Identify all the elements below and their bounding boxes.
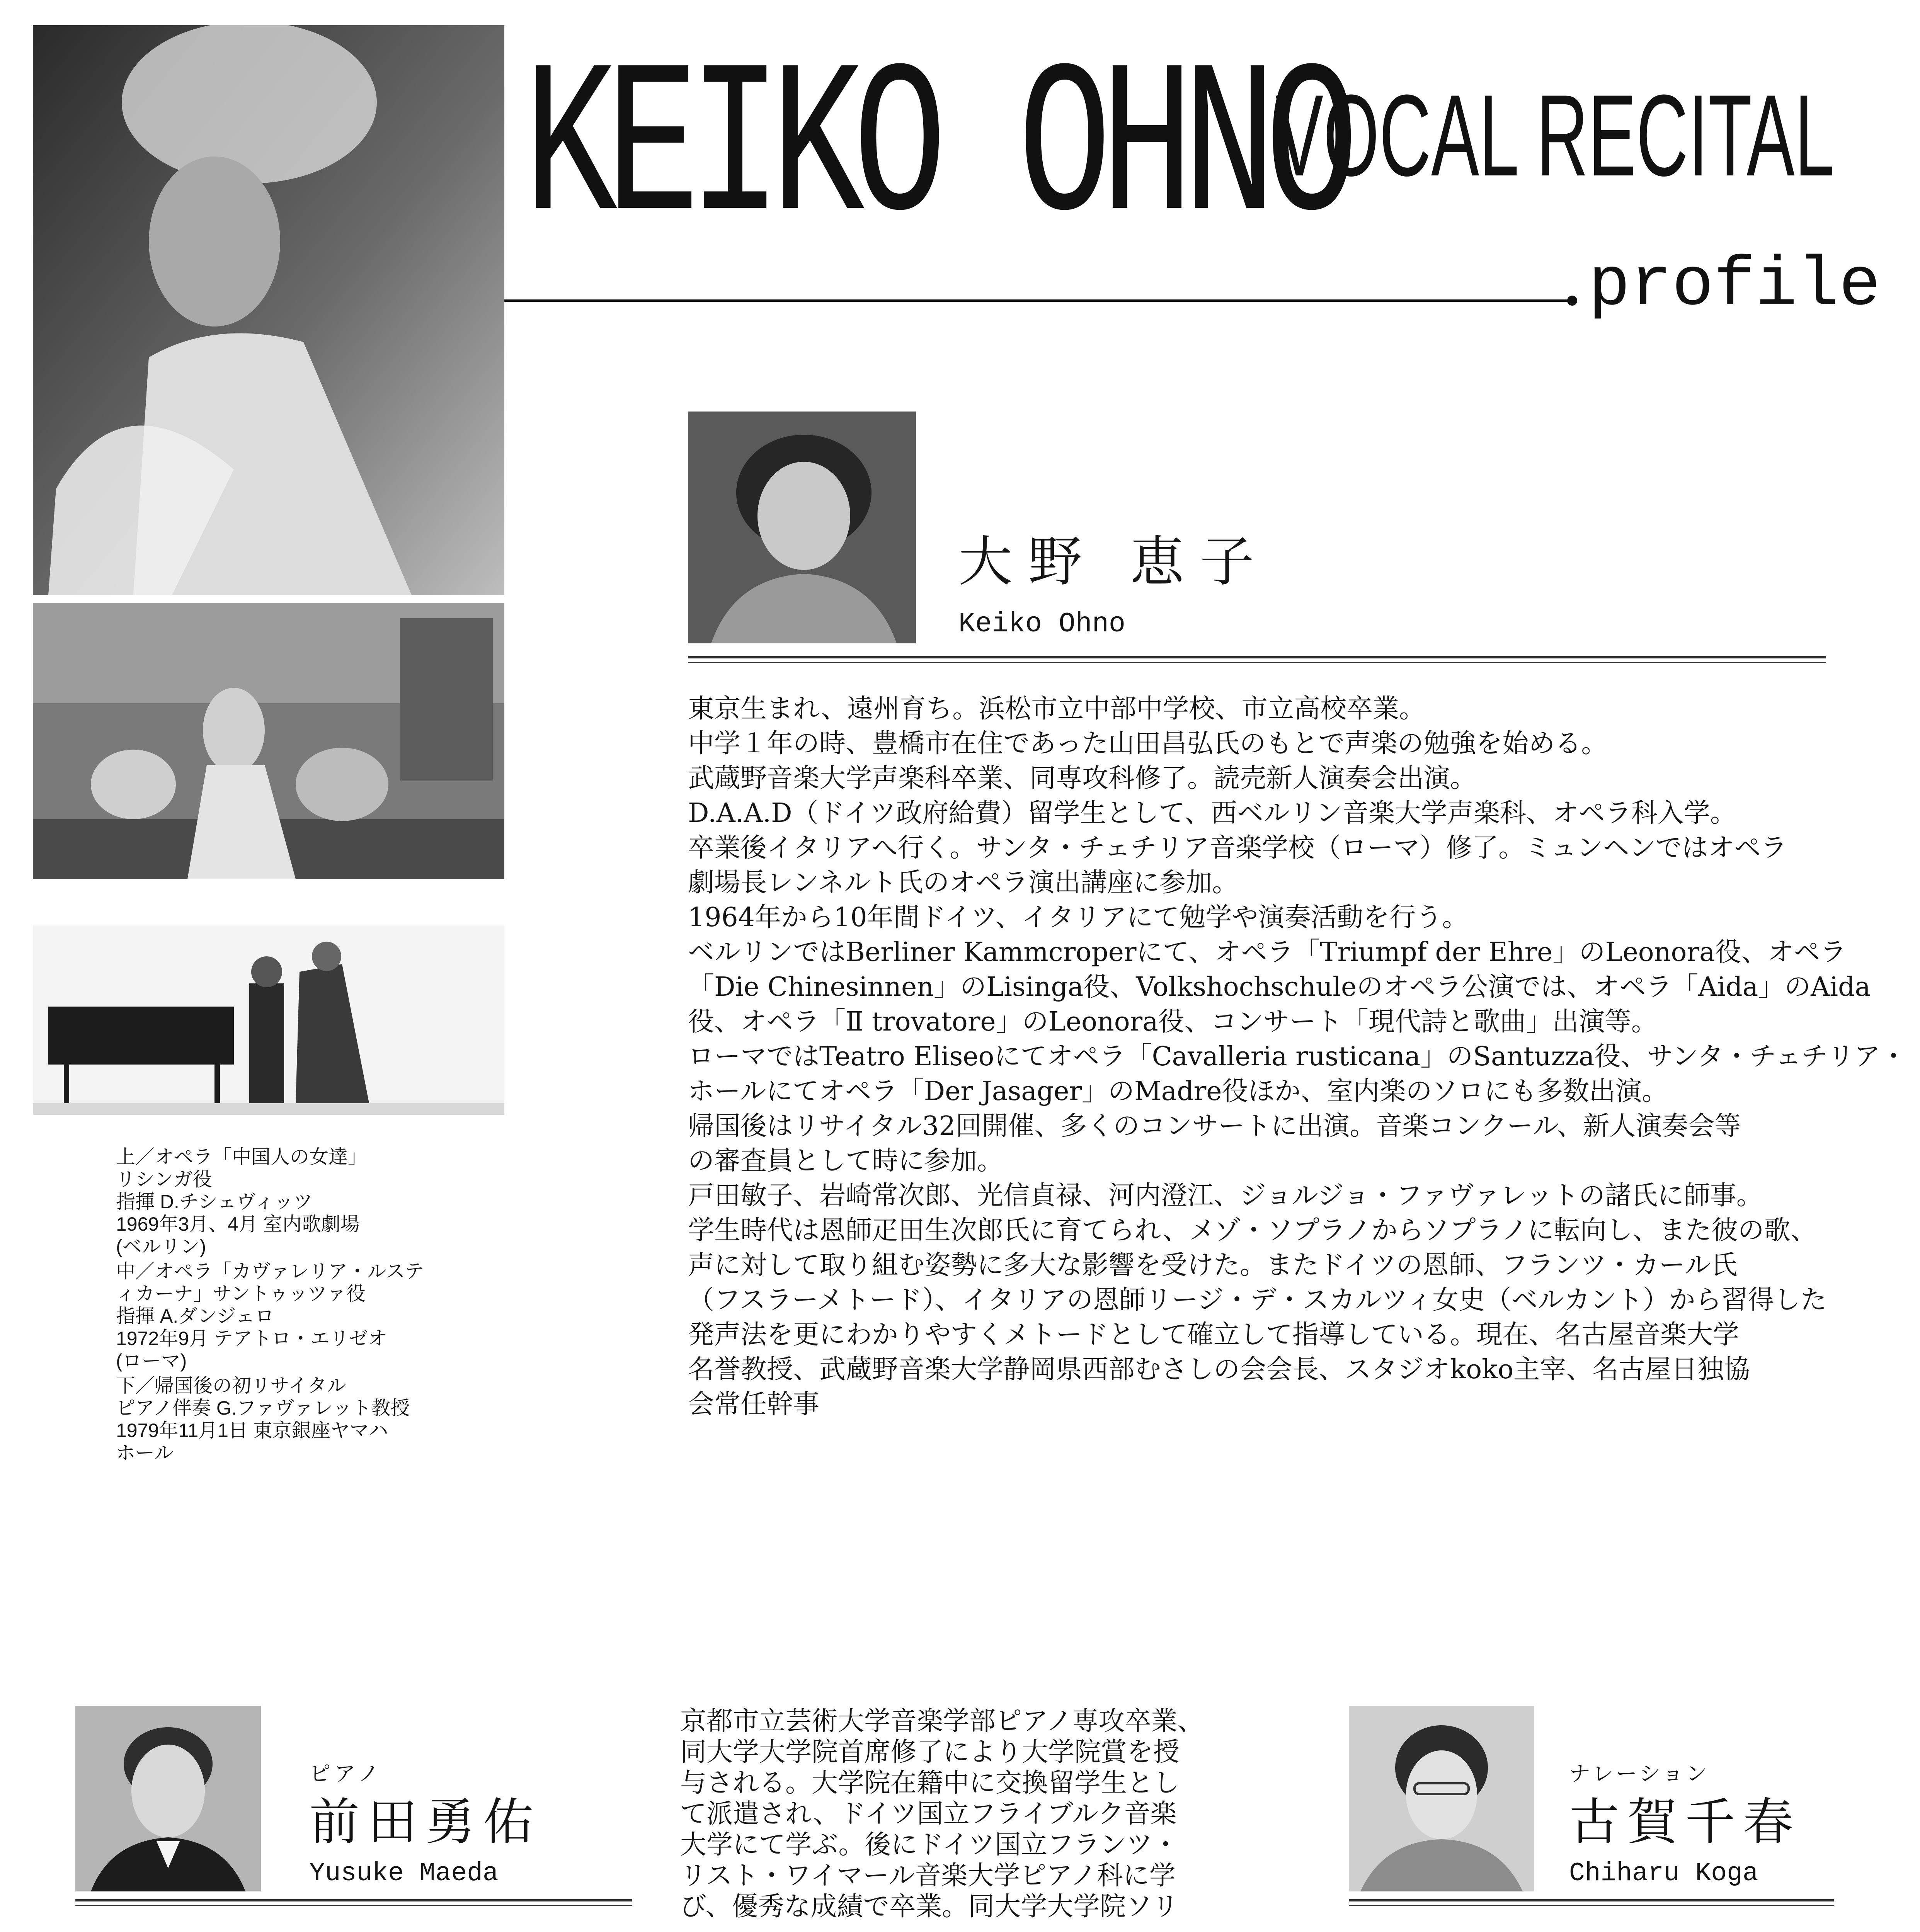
caption-line: 中／オペラ「カヴァレリア・ルステ xyxy=(116,1260,424,1282)
bio-line: 1964年から10年間ドイツ、イタリアにて勉学や演奏活動を行う。 xyxy=(688,902,1469,933)
caption-line: 上／オペラ「中国人の女達」 xyxy=(116,1146,367,1168)
photo-recital-piano xyxy=(33,925,504,1115)
bio-line: 劇場長レンネルト氏のオペラ演出講座に参加。 xyxy=(688,867,1239,898)
recital-title: KEIKO OHNO xyxy=(524,28,1348,273)
maeda-divider xyxy=(75,1899,632,1906)
keiko-name-english: Keiko Ohno xyxy=(958,608,1126,640)
bio-line: D.A.A.D（ドイツ政府給費）留学生として、西ベルリン音楽大学声楽科、オペラ科入学。 xyxy=(688,798,1736,828)
caption-line: (ローマ) xyxy=(116,1350,187,1372)
portrait-chiharu-koga xyxy=(1349,1706,1534,1891)
caption-line: リシンガ役 xyxy=(116,1168,212,1190)
maeda-name-japanese: 前田勇佑 xyxy=(309,1793,541,1851)
header-rule xyxy=(502,299,1569,302)
keiko-biography xyxy=(688,692,1907,1422)
caption-block-bottom xyxy=(116,1374,506,1464)
bio-line: 帰国後はリサイタル32回開催、多くのコンサートに出演。音楽コンクール、新人演奏会等 xyxy=(688,1111,1741,1141)
caption-line: 指揮 A.ダンジェロ xyxy=(116,1305,274,1327)
caption-line: 1979年11月1日 東京銀座ヤマハ xyxy=(116,1420,388,1441)
photo-opera-chinese-woman xyxy=(33,25,504,595)
header-bullet-dot xyxy=(1567,296,1577,306)
bio-line: 学生時代は恩師疋田生次郎氏に育てられ、メゾ・ソプラノからソプラノに転向し、また彼の歌、 xyxy=(688,1215,1817,1246)
bio-line: 東京生まれ、遠州育ち。浜松市立中部中学校、市立高校卒業。 xyxy=(688,694,1426,724)
koga-divider xyxy=(1349,1899,1834,1906)
keiko-divider xyxy=(688,656,1826,663)
koga-name-japanese: 古賀千春 xyxy=(1569,1793,1801,1851)
maeda-role-label: ピアノ xyxy=(309,1761,383,1786)
bio-line: 卒業後イタリアへ行く。サンタ・チェチリア音楽学校（ローマ）修了。ミュンヘンではオペラ xyxy=(688,833,1787,863)
caption-block-top xyxy=(116,1146,506,1258)
caption-line: 指揮 D.チシェヴィッツ xyxy=(116,1191,313,1213)
bio-line: 中学１年の時、豊橋市在住であった山田昌弘氏のもとで声楽の勉強を始める。 xyxy=(688,728,1608,759)
portrait-yusuke-maeda xyxy=(75,1706,261,1891)
caption-line: ピアノ伴奏 G.ファヴァレット教授 xyxy=(116,1397,410,1419)
portrait-keiko-ohno xyxy=(688,412,916,643)
maeda-biography-intro xyxy=(680,1706,1239,1922)
bio-line: 同大学大学院首席修了により大学院賞を授 xyxy=(680,1737,1180,1767)
bio-line: リスト・ワイマール音楽大学ピアノ科に学 xyxy=(680,1861,1176,1891)
section-label-profile: profile xyxy=(1588,247,1881,325)
bio-line: 大学にて学ぶ。後にドイツ国立フランツ・ xyxy=(680,1830,1179,1860)
bio-line: ホールにてオペラ「Der Jasager」のMadre役ほか、室内楽のソロにも多数出演。 xyxy=(688,1076,1668,1107)
maeda-name-english: Yusuke Maeda xyxy=(309,1859,499,1888)
bio-line: 発声法を更にわかりやすくメトードとして確立して指導している。現在、名古屋音楽大学 xyxy=(688,1320,1740,1350)
bio-line: 「Die Chinesinnen」のLisinga役、Volkshochschuleのオペラ公演では、オペラ「Aida」のAida xyxy=(688,972,1871,1002)
caption-line: 1972年9月 テアトロ・エリゼオ xyxy=(116,1328,388,1349)
photo-caption xyxy=(116,1146,506,1466)
bio-line: 戸田敏子、岩崎常次郎、光信貞禄、河内澄江、ジョルジョ・ファヴァレットの諸氏に師事。 xyxy=(688,1180,1763,1211)
bio-line: て派遣され、ドイツ国立フライブルク音楽 xyxy=(680,1799,1177,1829)
keiko-name-japanese: 大野 恵子 xyxy=(958,531,1270,594)
caption-line: 1969年3月、4月 室内歌劇場 xyxy=(116,1213,360,1235)
caption-block-middle xyxy=(116,1260,506,1372)
caption-line: (ベルリン) xyxy=(116,1236,206,1257)
bio-line: ローマではTeatro Eliseoにてオペラ「Cavalleria rusticana」のSantuzza役、サンタ・チェチリア・ xyxy=(688,1041,1907,1072)
bio-line: 与される。大学院在籍中に交換留学生とし xyxy=(680,1768,1180,1798)
bio-line: 名誉教授、武蔵野音楽大学静岡県西部むさしの会会長、スタジオkoko主宰、名古屋日独協 xyxy=(688,1354,1750,1385)
koga-role-label: ナレーション xyxy=(1569,1761,1709,1786)
bio-line: 京都市立芸術大学音楽学部ピアノ専攻卒業、 xyxy=(680,1706,1204,1736)
photo-opera-cavalleria xyxy=(33,603,504,879)
caption-line: 下／帰国後の初リサイタル xyxy=(116,1375,346,1396)
bio-line: （フスラーメトード）、イタリアの恩師リージ・デ・スカルツィ女史（ベルカント）から習得した xyxy=(688,1285,1827,1315)
recital-subtitle: VOCAL RECITAL xyxy=(1275,70,1835,200)
bio-line: 声に対して取り組む姿勢に多大な影響を受けた。またドイツの恩師、フランツ・カール氏 xyxy=(688,1250,1738,1281)
bio-line: 武蔵野音楽大学声楽科卒業、同専攻科修了。読売新人演奏会出演。 xyxy=(688,763,1477,794)
caption-line: ホール xyxy=(116,1442,174,1464)
bio-line: 役、オペラ「Ⅱ trovatore」のLeonora役、コンサート「現代詩と歌曲」出演等。 xyxy=(688,1007,1658,1037)
bio-line: ベルリンではBerliner Kammcroperにて、オペラ「Triumpf der Ehre」のLeonora役、オペラ xyxy=(688,937,1847,968)
caption-line: ィカーナ」サントゥッツァ役 xyxy=(116,1283,366,1304)
bio-line: の審査員として時に参加。 xyxy=(688,1146,1004,1176)
bio-line: 会常任幹事 xyxy=(688,1389,820,1420)
koga-name-english: Chiharu Koga xyxy=(1569,1859,1758,1888)
bio-line: び、優秀な成績で卒業。同大学大学院ソリ xyxy=(680,1891,1179,1922)
